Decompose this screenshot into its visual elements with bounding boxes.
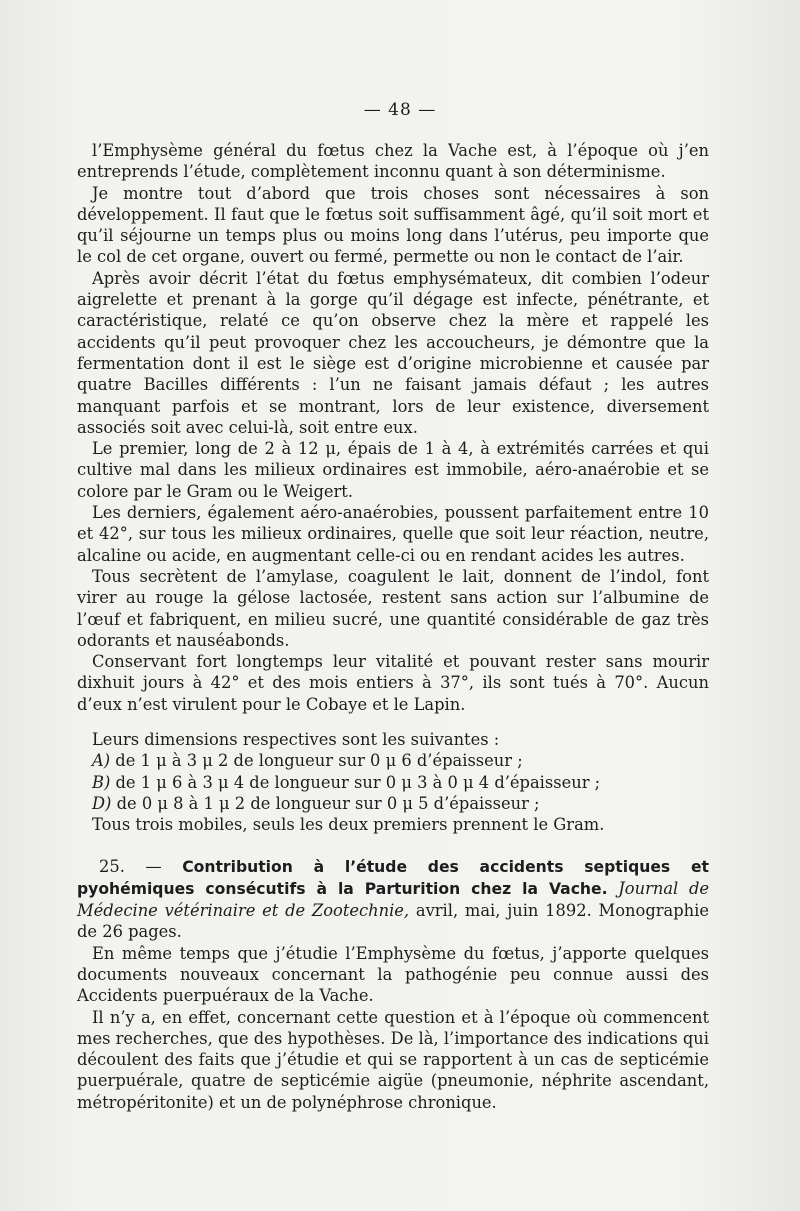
dimension-letter-d: D) xyxy=(92,793,112,813)
page-number: — 48 — xyxy=(363,100,437,120)
dimension-text-a: de 1 μ à 3 μ 2 de longueur sur 0 μ 6 d’épaisseur ; xyxy=(110,751,523,771)
dimension-text-b: de 1 μ 6 à 3 μ 4 de longueur sur 0 μ 3 à 0 μ 4 d’épaisseur ; xyxy=(110,772,601,792)
dimension-text-d: de 0 μ 8 à 1 μ 2 de longueur sur 0 μ 5 d’épaisseur ; xyxy=(111,793,540,813)
dimension-letter-b: B) xyxy=(92,772,111,792)
bibliography-entry-25 xyxy=(77,856,709,943)
entry-number: 25. — xyxy=(99,856,183,876)
paragraph-7: Conservant fort longtemps leur vitalité et pouvant rester sans mourir dixhuit jours à 42° et des mois entiers à 37°, ils sont tués à 70°. Aucun d’eux n’est virulent pour le Cobaye et le Lapin. xyxy=(77,652,709,714)
paragraph-1: l’Emphysème général du fœtus chez la Vache est, à l’époque où j’en entreprends l’étude, complètement inconnu quant à son déterminisme. xyxy=(77,141,709,182)
entry-title: Contribution à l’étude des accidents septiques et pyohémiques consécutifs à la Parturition chez la Vache. xyxy=(77,857,709,898)
entry-journal: Journal de Médecine vétérinaire et de Zootechnie, xyxy=(77,878,710,921)
dimensions-closing: Tous trois mobiles, seuls les deux premiers prennent le Gram. xyxy=(92,815,605,835)
paragraph-2: Je montre tout d’abord que trois choses sont nécessaires à son développement. Il faut que le fœtus soit suffisamment âgé, qu’il soit mort et qu’il séjourne un temps plus ou moins long dans l’utérus, peu importe que le col de cet organe, ouvert ou fermé, permette ou non le contact de l’air. xyxy=(77,183,709,267)
entry-details: avril, mai, juin 1892. Monographie de 26 pages. xyxy=(77,901,709,942)
dimension-item-b xyxy=(77,772,709,793)
closing-paragraph-1: En même temps que j’étudie l’Emphysème du fœtus, j’apporte quelques documents nouveaux concernant la pathogénie peu connue aussi des Accidents puerpuéraux de la Vache. xyxy=(77,943,709,1006)
paragraph-4: Le premier, long de 2 à 12 μ, épais de 1 à 4, à extrémités carrées et qui cultive mal dans les milieux ordinaires est immobile, aéro-anaérobie et se colore par le Gram ou le Weigert. xyxy=(77,439,709,501)
body-text xyxy=(77,140,709,1113)
dimension-letter-a: A) xyxy=(92,751,111,771)
dimension-item-a xyxy=(77,750,709,771)
paragraph-3: Après avoir décrit l’état du fœtus emphysémateux, dit combien l’odeur aigrelette et prenant à la gorge qu’il dégage est infecte, pénétrante, et caractéristique, relaté ce qu’on observe chez la mère et rappelé les accidents qu’il peut provoquer chez les accoucheurs, je démontre que la fermentation dont il est le siège est d’origine microbienne et causée par quatre Bacilles différents : l’un ne faisant jamais défaut ; les autres manquant parfois et se montrant, lors de leur existence, diversement associés soit avec celui-là, soit entre eux. xyxy=(77,268,709,437)
dimensions-intro: Leurs dimensions respectives sont les suivantes : xyxy=(92,730,500,750)
dimension-item-d xyxy=(77,793,709,814)
paragraph-6: Tous secrètent de l’amylase, coagulent le lait, donnent de l’indol, font virer au rouge la gélose lactosée, restent sans action sur l’albumine de l’œuf et fabriquent, en milieu sucré, une quantité considérable de gaz très odorants et nauséabonds. xyxy=(77,566,709,650)
paragraph-5: Les derniers, également aéro-anaérobies, poussent parfaitement entre 10 et 42°, sur tous les milieux ordinaires, quelle que soit leur réaction, neutre, alcaline ou acide, en augmentant celle-ci ou en rendant acides les autres. xyxy=(77,503,709,565)
closing-paragraph-2: Il n’y a, en effet, concernant cette question et à l’époque où commencent mes recherches, que des hypothèses. De là, l’importance des indications qui découlent des faits que j’étudie et qui se rapportent à un cas de septicémie puerpuérale, quatre de septicémie aigüe (pneumonie, néphrite ascendant, métropéritonite) et un de polynéphrose chronique. xyxy=(77,1007,709,1112)
